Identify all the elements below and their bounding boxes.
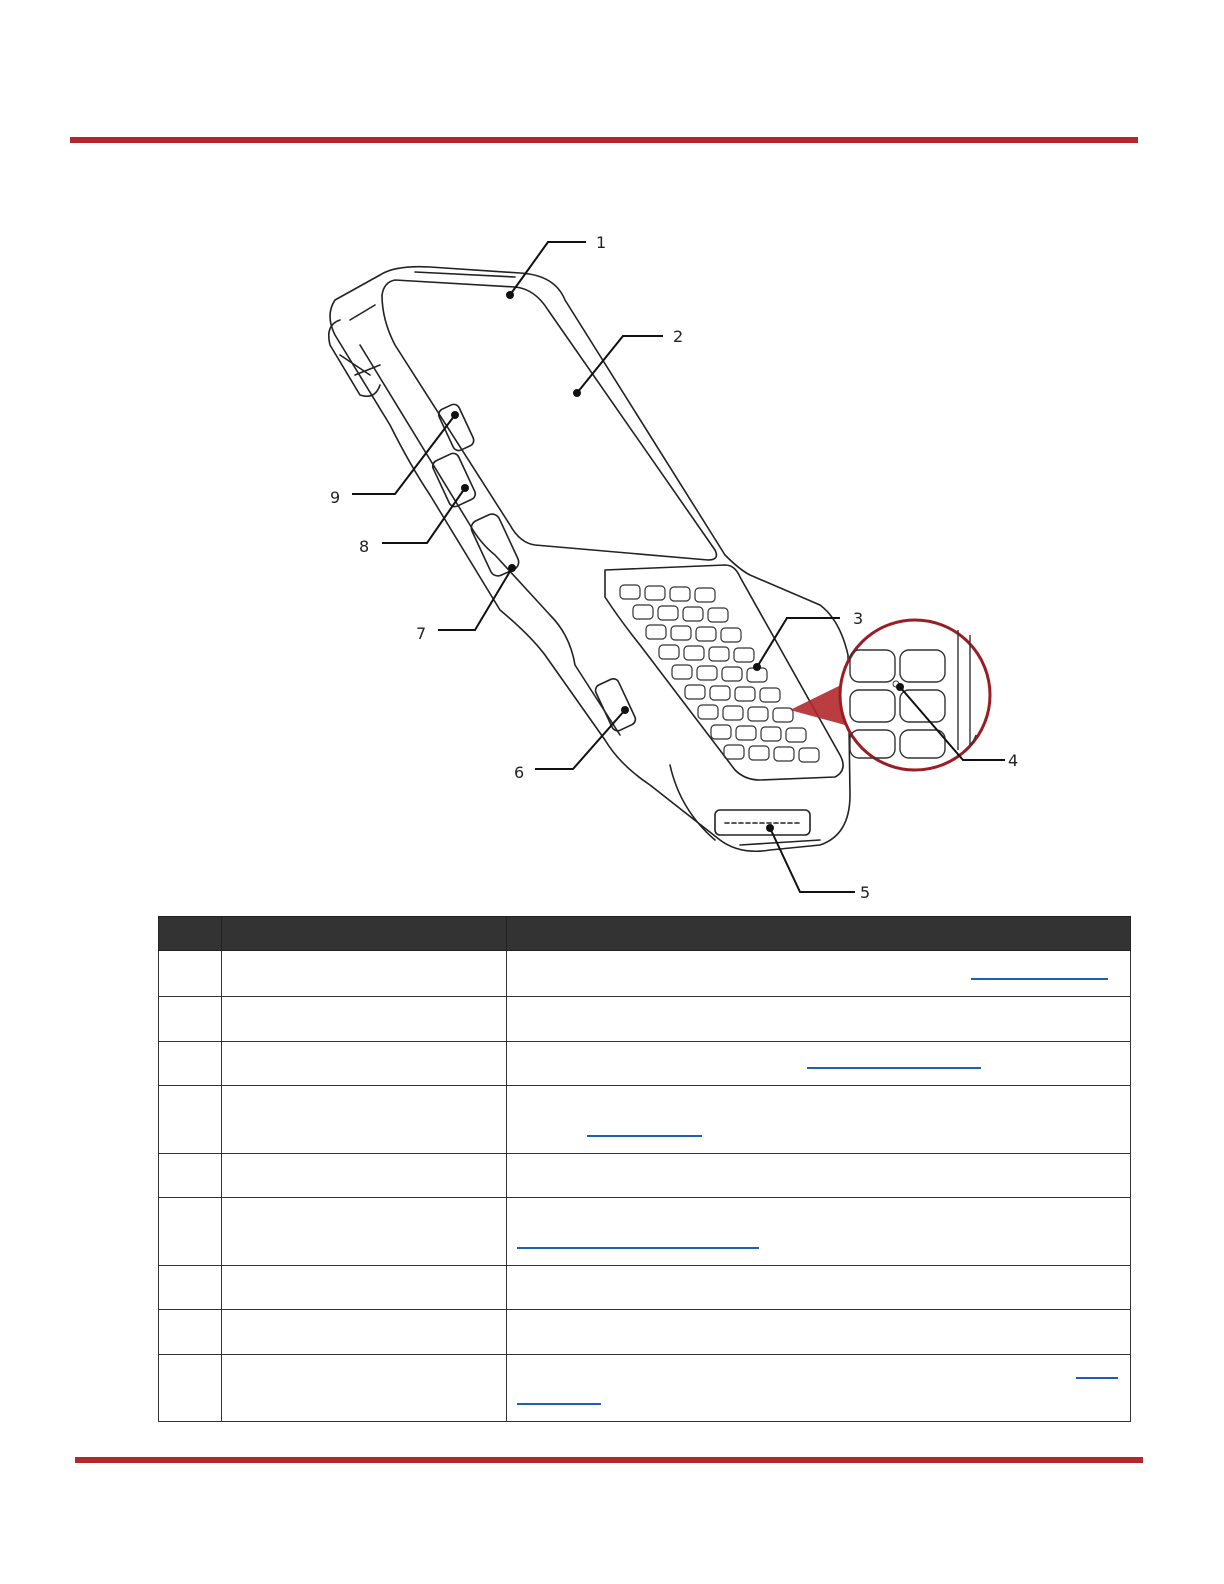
link-underline[interactable] [971, 978, 1108, 980]
row-number [159, 951, 222, 997]
row-description [507, 1086, 1131, 1154]
keypad-key [773, 708, 793, 722]
callout-1: 1 [596, 233, 607, 252]
row-number [159, 1355, 222, 1422]
table-row [159, 1154, 1131, 1198]
keypad-key [724, 745, 744, 759]
keypad-key [684, 646, 704, 660]
keypad-key [708, 608, 728, 622]
keypad-key [709, 647, 729, 661]
row-description [507, 1198, 1131, 1266]
keypad-key [736, 726, 756, 740]
callout-3: 3 [853, 609, 864, 628]
keypad-key [658, 606, 678, 620]
zoom-inset [790, 620, 990, 770]
row-number [159, 1042, 222, 1086]
table-row [159, 1355, 1131, 1422]
keypad-key [734, 648, 754, 662]
keypad-key [749, 746, 769, 760]
keypad-key [761, 727, 781, 741]
keypad-key [735, 687, 755, 701]
row-description [507, 997, 1131, 1042]
keypad-key [659, 645, 679, 659]
keypad-key [748, 707, 768, 721]
row-description [507, 951, 1131, 997]
link-underline[interactable] [807, 1067, 981, 1069]
leader-2 [577, 336, 663, 393]
leader-6 [535, 710, 625, 769]
callout-4: 4 [1008, 751, 1019, 770]
left-bumper [329, 320, 380, 396]
leader-7 [438, 568, 512, 630]
row-description [507, 1355, 1131, 1422]
keypad-key [697, 666, 717, 680]
keypad-key [683, 607, 703, 621]
header-number [159, 917, 222, 951]
top-accent-rule [70, 137, 1138, 143]
bottom-accent-rule [75, 1457, 1143, 1463]
row-description [507, 1042, 1131, 1086]
row-number [159, 1198, 222, 1266]
keypad-key [672, 665, 692, 679]
table-header-row [159, 917, 1131, 951]
device-diagram [320, 225, 1040, 910]
row-number [159, 1154, 222, 1198]
leader-5 [770, 828, 855, 892]
link-underline[interactable] [1076, 1377, 1118, 1379]
link-underline[interactable] [517, 1247, 759, 1249]
row-name [222, 1154, 507, 1198]
keypad-key [685, 685, 705, 699]
side-rail [360, 345, 620, 735]
callout-5: 5 [860, 883, 871, 902]
keypad-key [645, 586, 665, 600]
row-description [507, 1266, 1131, 1310]
link-underline[interactable] [517, 1403, 601, 1405]
keypad-key [646, 625, 666, 639]
callout-6: 6 [514, 763, 525, 782]
row-name [222, 1355, 507, 1422]
row-description [507, 1310, 1131, 1355]
keypad-key [620, 585, 640, 599]
keypad-keys [620, 585, 819, 762]
row-name [222, 1198, 507, 1266]
keypad-key [698, 705, 718, 719]
callout-2: 2 [673, 327, 684, 346]
side-button-9 [437, 402, 476, 452]
keypad-key [760, 688, 780, 702]
table-row [159, 951, 1131, 997]
keypad-key [721, 628, 741, 642]
keypad-key [799, 748, 819, 762]
keypad-key [696, 627, 716, 641]
callout-7: 7 [416, 624, 427, 643]
header-description [507, 917, 1131, 951]
link-underline[interactable] [587, 1135, 702, 1137]
row-name [222, 997, 507, 1042]
keypad-key [774, 747, 794, 761]
keypad-key [722, 667, 742, 681]
table-row [159, 1266, 1131, 1310]
keypad-key [723, 706, 743, 720]
device-body-outline [330, 267, 850, 852]
keypad-key [671, 626, 691, 640]
table-row [159, 1086, 1131, 1154]
table-row [159, 997, 1131, 1042]
component-table [158, 916, 1131, 1422]
row-name [222, 1086, 507, 1154]
keypad-key [633, 605, 653, 619]
table-row [159, 1198, 1131, 1266]
row-name [222, 1310, 507, 1355]
keypad-key [695, 588, 715, 602]
table-row [159, 1042, 1131, 1086]
leader-3 [757, 618, 840, 667]
leader-1 [510, 242, 586, 295]
row-number [159, 1310, 222, 1355]
table-row [159, 1310, 1131, 1355]
row-number [159, 997, 222, 1042]
row-number [159, 1086, 222, 1154]
keypad-key [786, 728, 806, 742]
header-name [222, 917, 507, 951]
callout-9: 9 [330, 488, 341, 507]
row-name [222, 951, 507, 997]
row-name [222, 1042, 507, 1086]
row-number [159, 1266, 222, 1310]
callout-8: 8 [359, 537, 370, 556]
top-bezel [415, 272, 515, 277]
keypad-key [710, 686, 730, 700]
keypad-key [670, 587, 690, 601]
row-description [507, 1154, 1131, 1198]
keypad-key [711, 725, 731, 739]
row-name [222, 1266, 507, 1310]
screen-outline [382, 280, 716, 560]
